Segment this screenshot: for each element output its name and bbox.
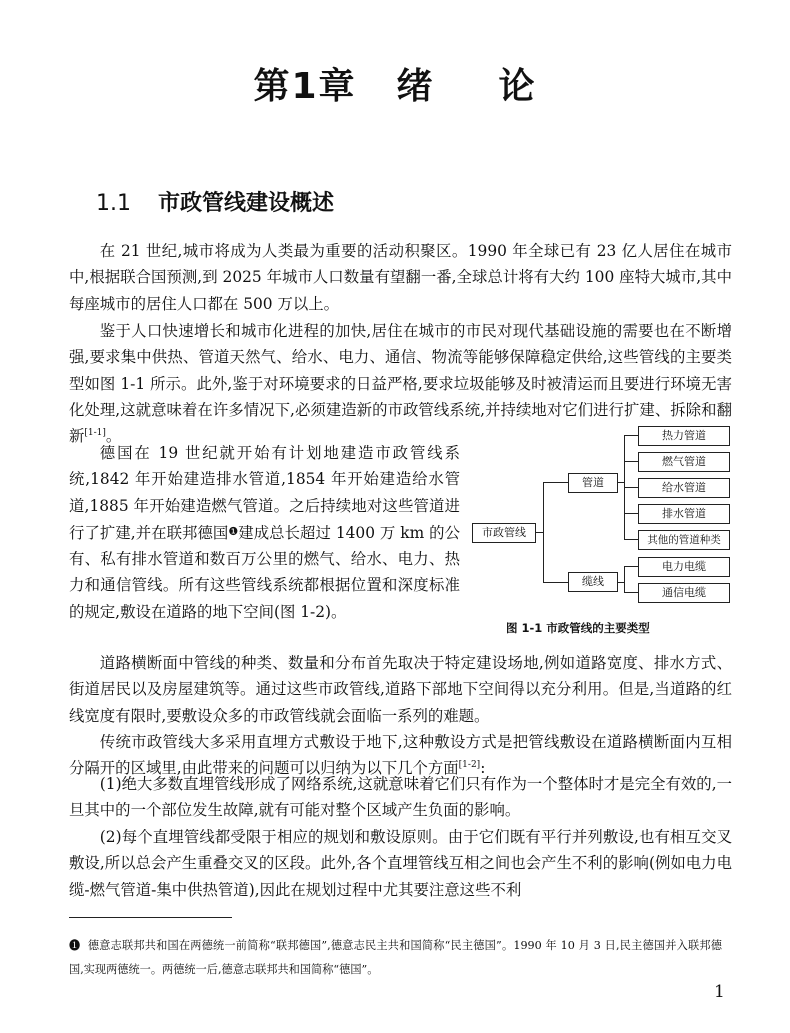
section-heading (96, 186, 334, 217)
footnote-text: 德意志联邦共和国在两德统一前简称“联邦德国”,德意志民主共和国简称“民主德国”。1990 年 10 月 3 日,民主德国并入联邦德国,实现两德统一。两德统一后,德意志联邦共和国简称“德国”。 (69, 939, 722, 976)
footnote-divider (69, 917, 232, 918)
diagram-leaf-heat-pipe: 热力管道 (638, 426, 730, 446)
paragraph-2-end: 。 (105, 427, 122, 446)
chapter-number: 1 (291, 66, 319, 107)
chapter-word: 章 (318, 66, 357, 107)
paragraph-3-text-b: 建成总长超过 1400 万 km 的公有、私有排水管道和数百万公里的燃气、给水、电力、热力和通信管线。所有这些管线系统都根据位置和深度标准的规定,敷设在道路的地下空间(图 1-2)。 (69, 523, 460, 621)
chapter-label: 第 (253, 66, 292, 107)
diagram-root-box: 市政管线 (472, 523, 536, 543)
figure-caption: 图 1-1 市政管线的主要类型 (506, 621, 650, 635)
section-number: 1.1 (96, 191, 131, 216)
diagram-leaf-telecom-cable: 通信电缆 (638, 583, 730, 603)
paragraph-1: 在 21 世纪,城市将成为人类最为重要的活动积聚区。1990 年全球已有 23 亿人居住在城市中,根据联合国预测,到 2025 年城市人口数量有望翻一番,全球总计将有大约 100 座特大城市,其中每座城市的居住人口都在 500 万以上。 (69, 242, 732, 313)
chapter-title-part1: 绪 (396, 66, 435, 107)
footnote-marker-bottom: ❶ (69, 939, 81, 952)
diagram-leaf-other-pipe: 其他的管道种类 (638, 530, 730, 550)
section-title: 市政管线建设概述 (158, 191, 335, 216)
diagram-branch-cable: 缆线 (568, 572, 618, 592)
diagram-leaf-gas-pipe: 燃气管道 (638, 452, 730, 472)
diagram-leaf-drain-pipe: 排水管道 (638, 504, 730, 524)
paragraph-5-text: 传统市政管线大多采用直埋方式敷设于地下,这种敷设方式是把管线敷设在道路横断面内互相分隔开的区域里,由此带来的问题可以归纳为以下几个方面 (69, 733, 732, 778)
footnote (69, 934, 722, 982)
page-number: 1 (714, 982, 725, 1002)
chapter-title (0, 58, 790, 109)
paragraph-6: (1)绝大多数直埋管线形成了网络系统,这就意味着它们只有作为一个整体时才是完全有效的,一旦其中的一个部位发生故障,就有可能对整个区域产生负面的影响。 (69, 775, 732, 820)
figure-diagram (460, 420, 745, 640)
chapter-title-part2: 论 (498, 66, 537, 107)
diagram-leaf-power-cable: 电力电缆 (638, 557, 730, 577)
paragraph-4: 道路横断面中管线的种类、数量和分布首先取决于特定建设场地,例如道路宽度、排水方式、街道居民以及房屋建筑等。通过这些市政管线,道路下部地下空间得以充分利用。但是,当道路的红线宽度有限时,要敷设众多的市政管线就会面临一系列的难题。 (69, 654, 732, 725)
diagram-leaf-water-pipe: 给水管道 (638, 478, 730, 498)
paragraph-2-text: 鉴于人口快速增长和城市化进程的加快,居住在城市的市民对现代基础设施的需要也在不断增强,要求集中供热、管道天然气、给水、电力、通信、物流等能够保障稳定供给,这些管线的主要类型如图 1-1 所示。此外,鉴于对环境要求的日益严格,要求垃圾能够及时被清运而且要进行环境无害化处理,这就意味着在许多情况下,必须建造新的市政管线系统,并持续地对它们进行扩建、拆除和翻新 (69, 322, 732, 446)
citation-ref: [1-1] (84, 428, 106, 439)
diagram-branch-pipe: 管道 (568, 473, 618, 493)
paragraph-5-end: : (480, 759, 486, 778)
citation-ref-2: [1-2] (458, 760, 481, 771)
footnote-marker: ❶ (228, 524, 239, 538)
paragraph-7: (2)每个直埋管线都受限于相应的规划和敷设原则。由于它们既有平行并列敷设,也有相互交叉敷设,所以总会产生重叠交叉的区段。此外,各个直埋管线互相之间也会产生不利的影响(例如电力电缆-燃气管道-集中供热管道),因此在规划过程中尤其要注意这些不利 (69, 828, 732, 899)
paragraph-3 (69, 440, 460, 625)
paragraph-3-text-a: 德国在 19 世纪就开始有计划地建造市政管线系统,1842 年开始建造排水管道,1854 年开始建造给水管道,1885 年开始建造燃气管道。之后持续地对这些管道进行了扩建,并在联邦德国 (69, 444, 460, 542)
